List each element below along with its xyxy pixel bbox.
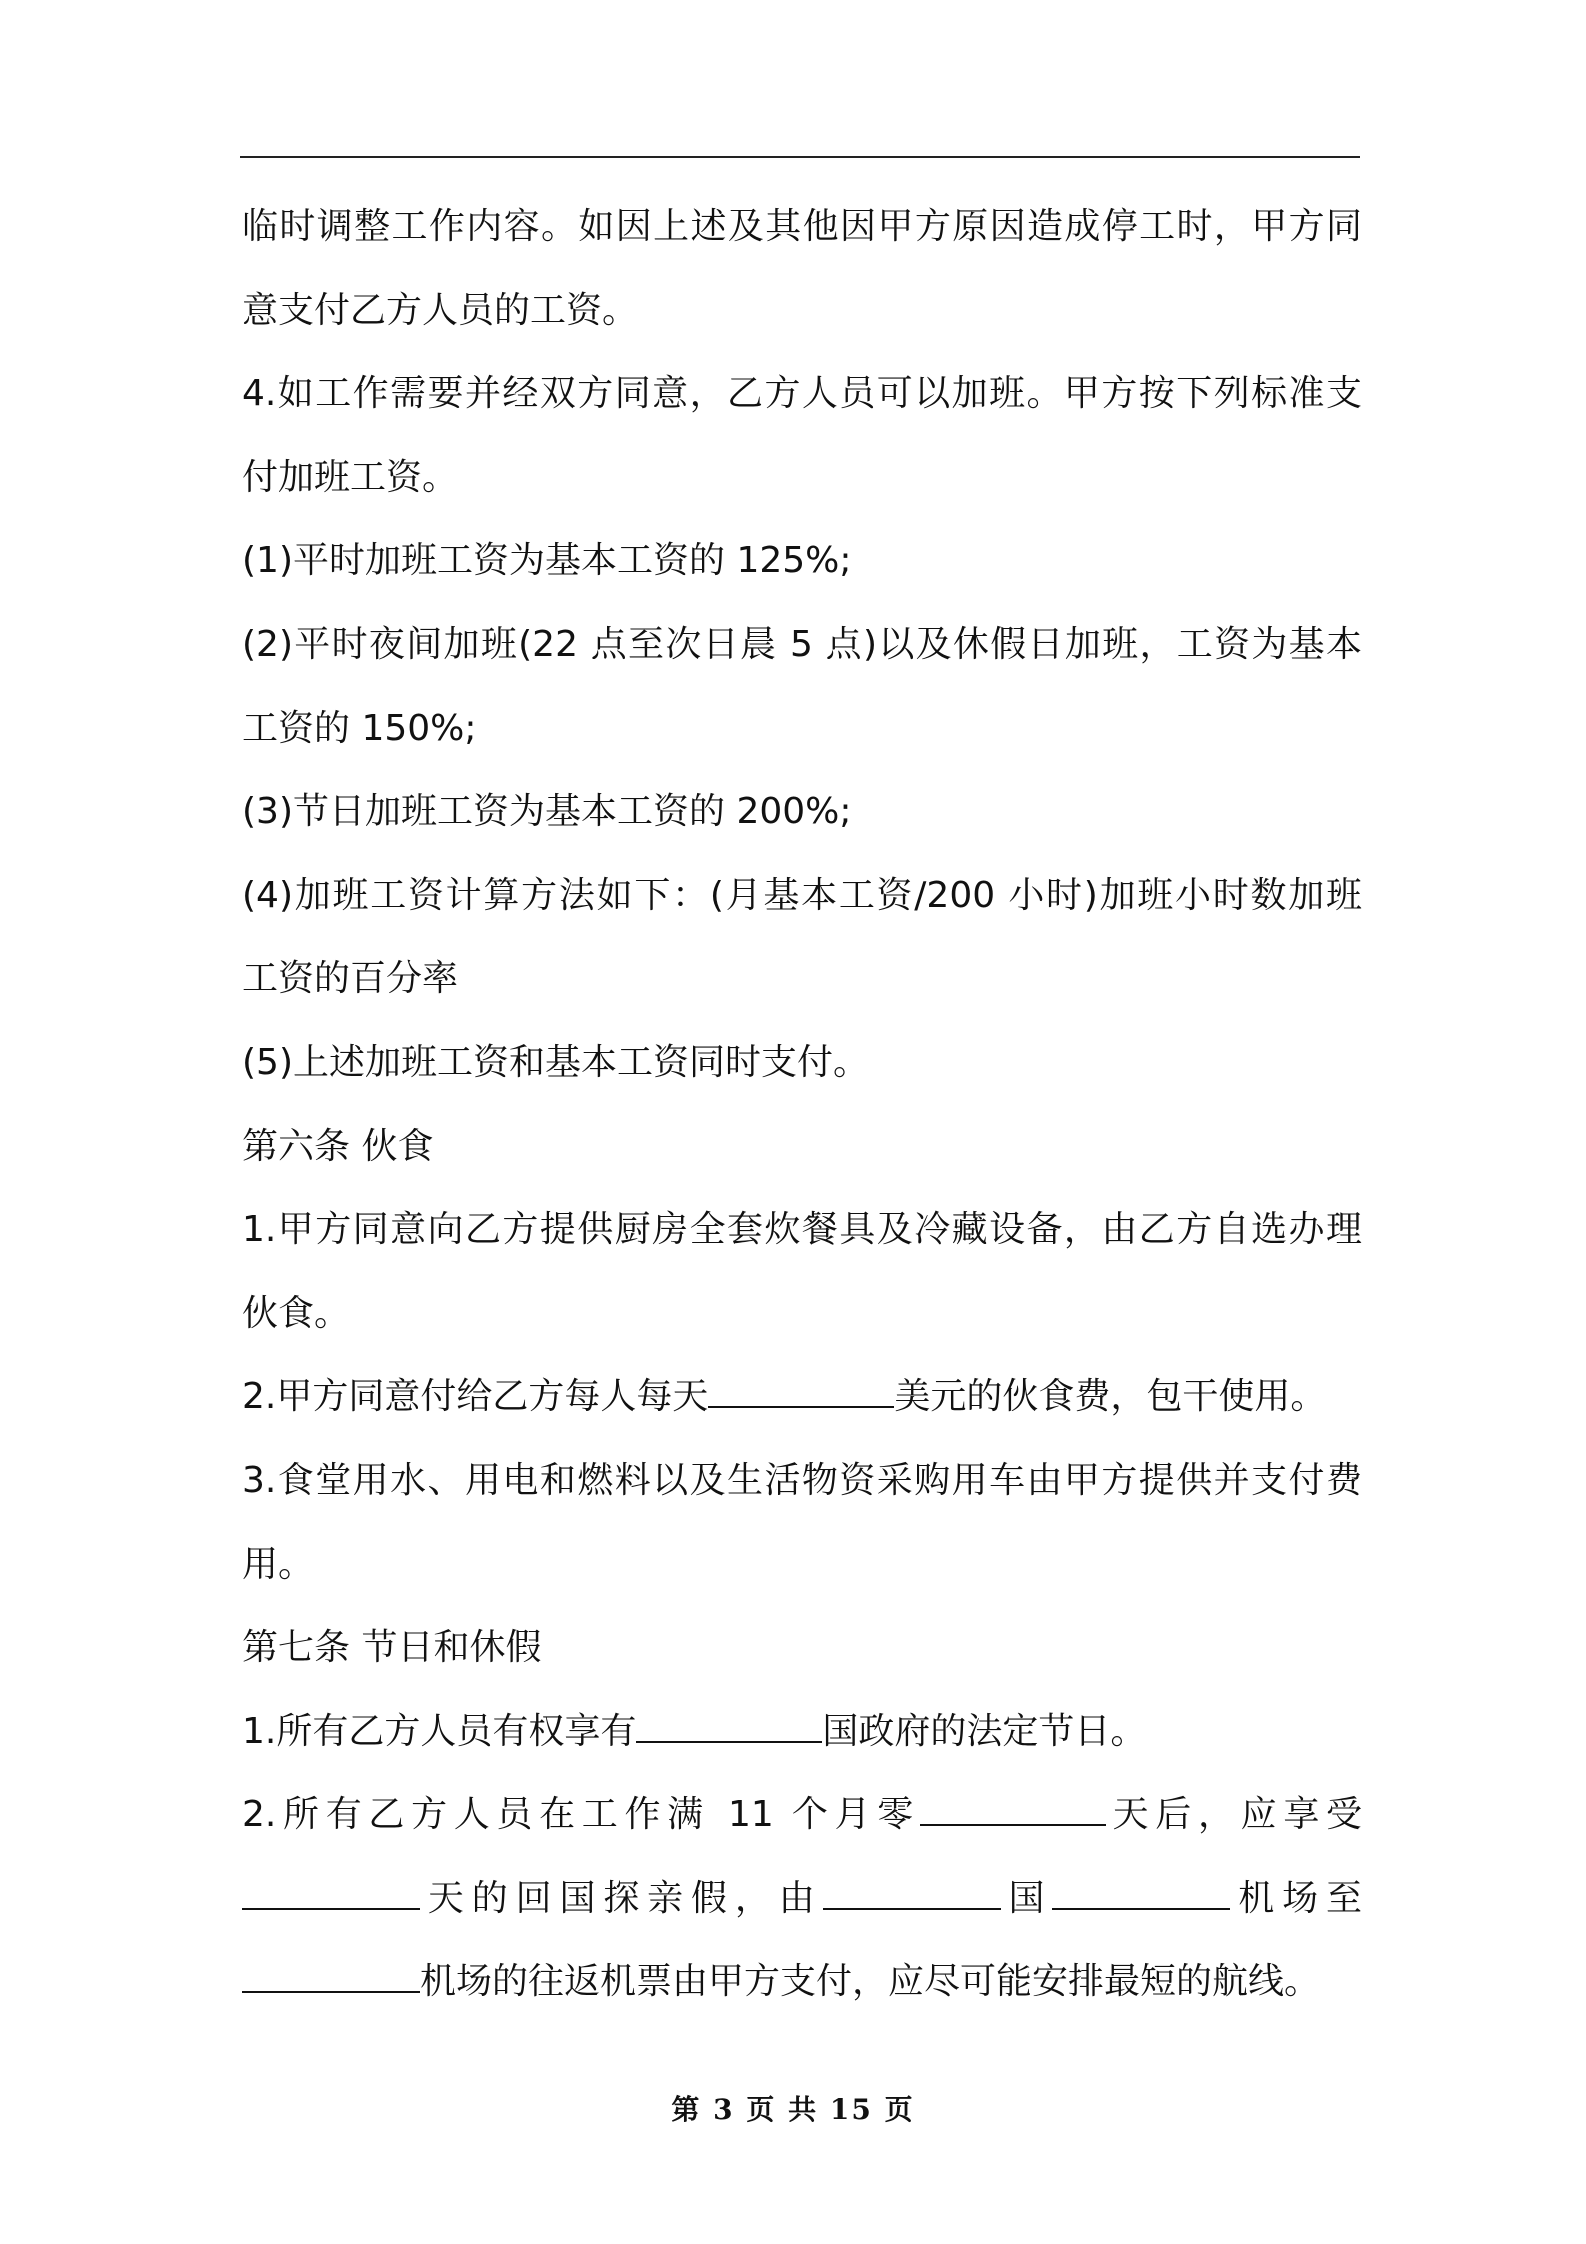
leave-arrival-airport-blank xyxy=(242,1961,420,1993)
leave-country-blank xyxy=(823,1878,1001,1910)
leave-line-3 xyxy=(242,1951,1362,2035)
paragraph-line: (3)节日加班工资为基本工资的 200%; xyxy=(242,791,852,833)
paragraph-line: 用。 xyxy=(242,1543,315,1585)
meal-fee-text-after: 美元的伙食费，包干使用。 xyxy=(894,1376,1327,1418)
paragraph-line: 工资的 150%; xyxy=(242,707,477,749)
header-rule xyxy=(240,156,1360,158)
meal-fee-line xyxy=(242,1366,1362,1450)
paragraph-line: (2)平时夜间加班(22 点至次日晨 5 点)以及休假日加班，工资为基本 xyxy=(242,623,1362,665)
leave-text-c: 天的回国探亲假，由 xyxy=(420,1877,823,1919)
leave-text-a: 2.所有乙方人员在工作满 11 个月零 xyxy=(242,1794,920,1836)
paragraph-line: 意支付乙方人员的工资。 xyxy=(242,289,639,331)
section-heading: 第七条 节日和休假 xyxy=(242,1627,542,1669)
paragraph-line: (1)平时加班工资为基本工资的 125%; xyxy=(242,540,852,582)
section-heading: 第六条 伙食 xyxy=(242,1125,434,1167)
paragraph-line: 3.食堂用水、用电和燃料以及生活物资采购用车由甲方提供并支付费 xyxy=(242,1459,1362,1501)
paragraph-line: (5)上述加班工资和基本工资同时支付。 xyxy=(242,1041,869,1083)
meal-fee-text-before: 2.甲方同意付给乙方每人每天 xyxy=(242,1376,709,1418)
paragraph-line: (4)加班工资计算方法如下：(月基本工资/200 小时)加班小时数加班 xyxy=(242,874,1362,916)
meal-fee-blank xyxy=(708,1376,894,1408)
paragraph-line: 付加班工资。 xyxy=(242,456,459,498)
holiday-text-after: 国政府的法定节日。 xyxy=(822,1710,1147,1752)
leave-text-f: 机场的往返机票由甲方支付，应尽可能安排最短的航线。 xyxy=(420,1961,1321,2003)
holiday-country-blank xyxy=(636,1711,822,1743)
leave-text-d: 国 xyxy=(1000,1877,1053,1919)
paragraph-line: 1.甲方同意向乙方提供厨房全套炊餐具及冷藏设备，由乙方自选办理 xyxy=(242,1209,1362,1251)
holiday-text-before: 1.所有乙方人员有权享有 xyxy=(242,1710,637,1752)
leave-departure-airport-blank xyxy=(1052,1878,1230,1910)
paragraph-line: 4.如工作需要并经双方同意，乙方人员可以加班。甲方按下列标准支 xyxy=(242,373,1362,415)
leave-days-blank xyxy=(920,1794,1106,1826)
paragraph-line: 伙食。 xyxy=(242,1292,351,1334)
leave-text-e: 机场至 xyxy=(1230,1877,1362,1919)
holiday-line xyxy=(242,1701,1362,1785)
leave-line-1 xyxy=(242,1784,1362,1868)
paragraph-line: 工资的百分率 xyxy=(242,958,459,1000)
leave-duration-blank xyxy=(242,1878,420,1910)
document-body xyxy=(242,196,1362,2035)
page-number-footer: 第 3 页 共 15 页 xyxy=(671,2093,915,2126)
leave-text-b: 天后，应享受 xyxy=(1105,1794,1362,1836)
leave-line-2 xyxy=(242,1868,1362,1952)
paragraph-line: 临时调整工作内容。如因上述及其他因甲方原因造成停工时，甲方同 xyxy=(242,206,1362,247)
